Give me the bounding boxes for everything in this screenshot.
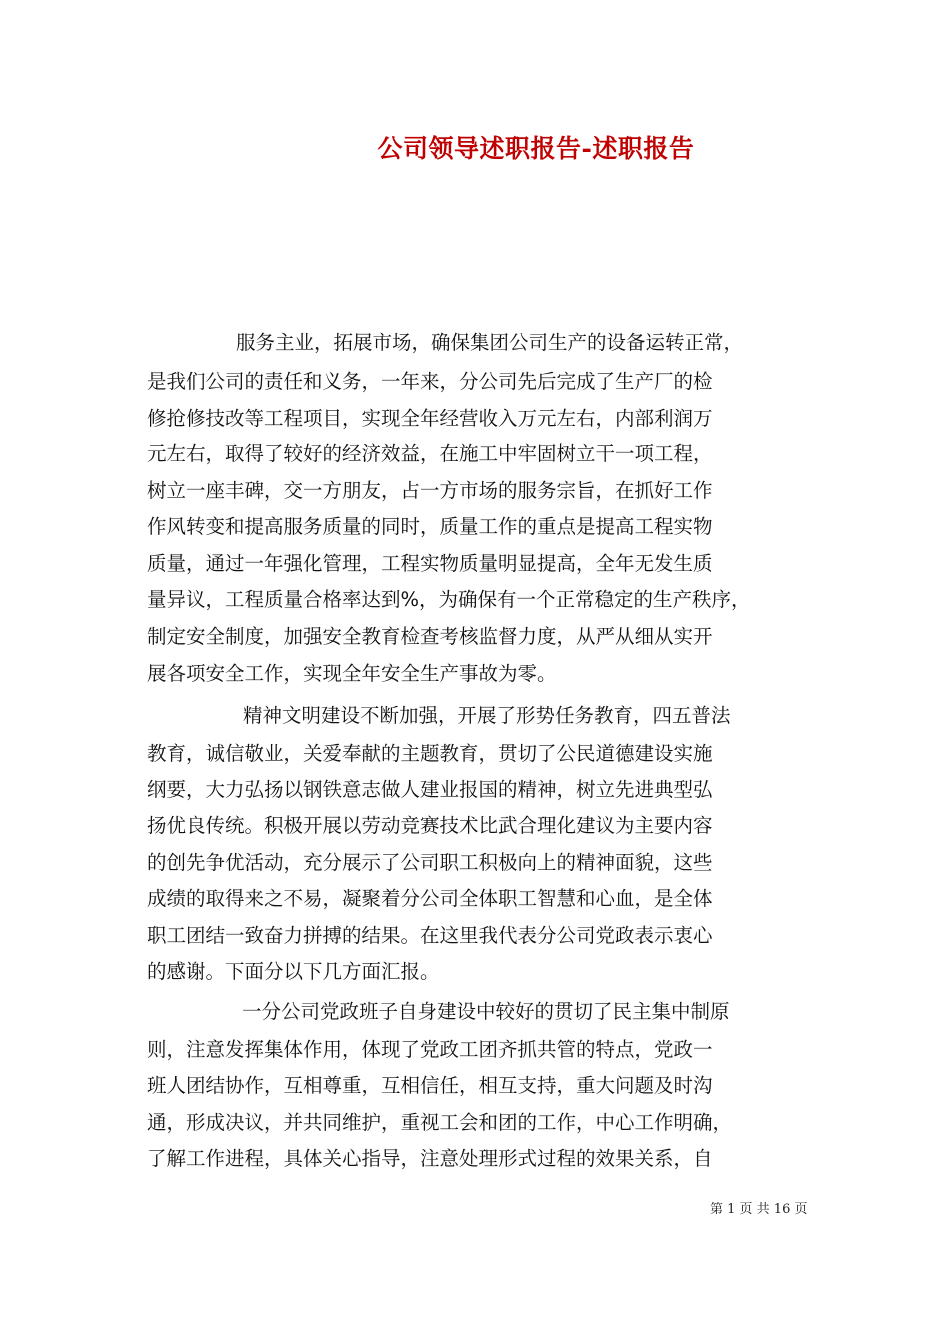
page-number-footer: 第 1 页 共 16 页 <box>710 1202 808 1217</box>
body-line: 职工团结一致奋力拼搏的结果。在这里我代表分公司党政表示衷心 <box>147 924 713 947</box>
body-line: 的创先争优活动，充分展示了公司职工积极向上的精神面貌，这些 <box>147 851 713 874</box>
body-line: 作风转变和提高服务质量的同时，质量工作的重点是提高工程实物 <box>147 515 713 538</box>
body-line: 质量，通过一年强化管理，工程实物质量明显提高，全年无发生质 <box>147 552 713 575</box>
body-line: 一分公司党政班子自身建设中较好的贯切了民主集中制原 <box>242 1000 730 1023</box>
body-line: 通，形成决议，并共同维护，重视工会和团的工作，中心工作明确， <box>147 1111 733 1134</box>
body-line: 的感谢。下面分以下几方面汇报。 <box>147 960 440 983</box>
body-line: 成绩的取得来之不易，凝聚着分公司全体职工智慧和心血，是全体 <box>147 887 713 910</box>
body-line: 树立一座丰碑，交一方朋友，占一方市场的服务宗旨，在抓好工作 <box>147 479 713 502</box>
body-line: 纲要，大力弘扬以钢铁意志做人建业报国的精神，树立先进典型弘 <box>147 778 713 801</box>
body-line: 扬优良传统。积极开展以劳动竞赛技术比武合理化建议为主要内容 <box>147 814 713 837</box>
body-line: 是我们公司的责任和义务，一年来，分公司先后完成了生产厂的检 <box>147 370 713 393</box>
body-line: 精神文明建设不断加强，开展了形势任务教育，四五普法 <box>243 704 731 727</box>
body-line: 展各项安全工作，实现全年安全生产事故为零。 <box>147 662 557 685</box>
body-line: 服务主业，拓展市场，确保集团公司生产的设备运转正常， <box>236 331 744 354</box>
body-line: 修抢修技改等工程项目，实现全年经营收入万元左右，内部利润万 <box>147 407 713 430</box>
body-line: 制定安全制度，加强安全教育检查考核监督力度，从严从细从实开 <box>147 625 713 648</box>
body-line: 班人团结协作，互相尊重，互相信任，相互支持，重大问题及时沟 <box>147 1074 713 1097</box>
body-line: 则，注意发挥集体作用，体现了党政工团齐抓共管的特点，党政一 <box>147 1038 713 1061</box>
document-title: 公司领导述职报告-述职报告 <box>377 134 695 163</box>
body-line: 元左右，取得了较好的经济效益，在施工中牢固树立干一项工程， <box>147 442 713 465</box>
body-line: 量异议，工程质量合格率达到%，为确保有一个正常稳定的生产秩序， <box>147 588 751 611</box>
body-line: 教育，诚信敬业，关爱奉献的主题教育，贯切了公民道德建设实施 <box>147 742 713 765</box>
body-line: 了解工作进程，具体关心指导，注意处理形式过程的效果关系，自 <box>147 1147 713 1170</box>
